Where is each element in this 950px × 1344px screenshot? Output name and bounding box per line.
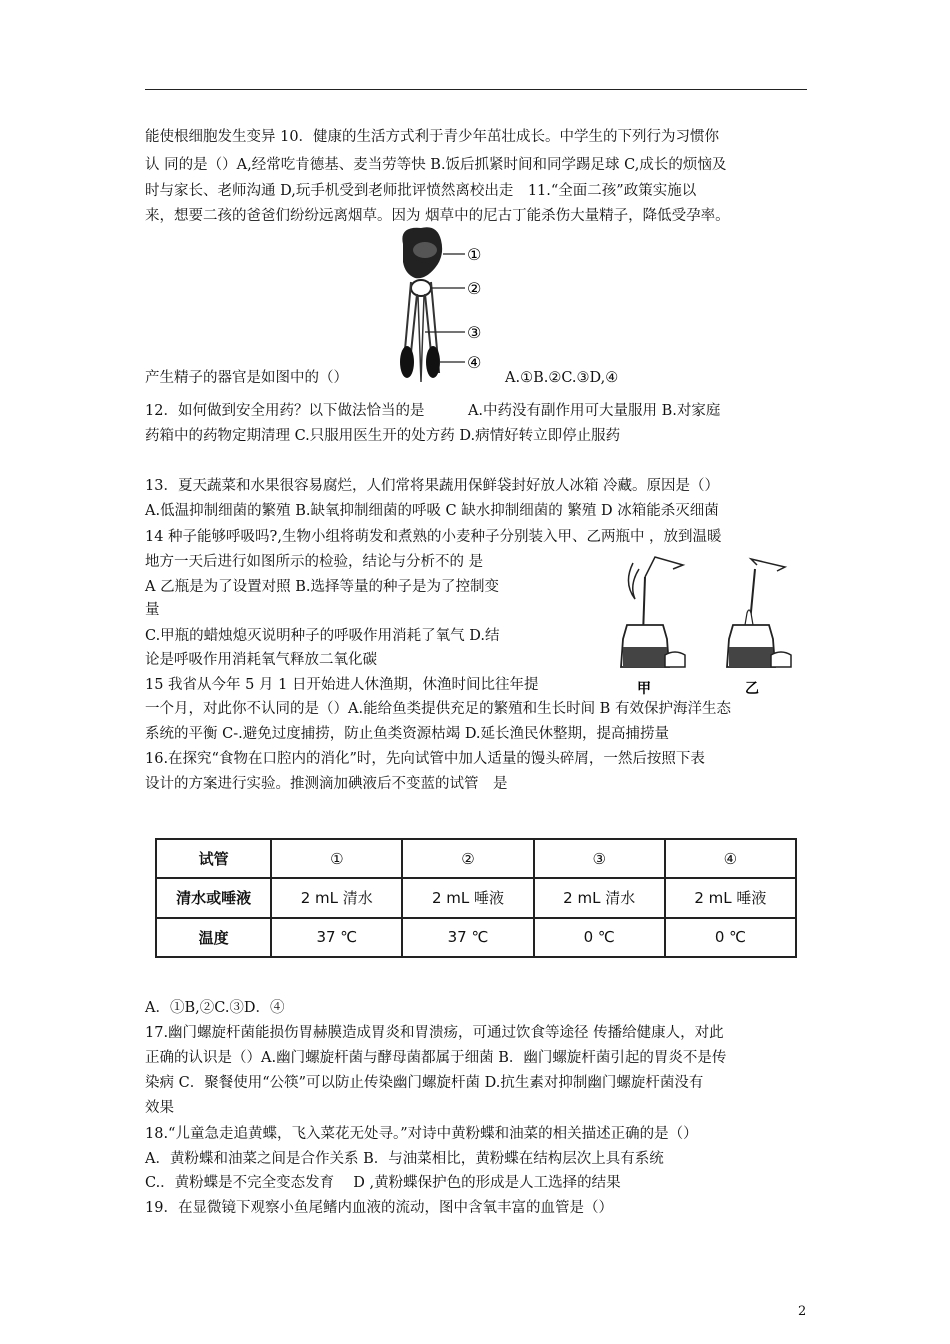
table-cell: 0 ℃	[665, 918, 796, 957]
text-line: 16.在探究“食物在口腔内的消化”时，先向试管中加人适量的馒头碎屑，一然后按照下表	[145, 751, 705, 767]
text-line: 12．如何做到安全用药？以下做法恰当的是 A.中药没有副作用可大量服用 B.对家庭	[145, 403, 721, 419]
text-line: 正确的认识是（）A.幽门螺旋杆菌与酵母菌都属于细菌 B．幽门螺旋杆菌引起的胃炎不是传	[145, 1050, 727, 1066]
page-number: 2	[798, 1304, 807, 1319]
table-cell: 试管	[156, 839, 271, 878]
table-cell: 清水或唾液	[156, 878, 271, 917]
experiment-table	[155, 838, 797, 958]
text-line: 设计的方案进行实验。推测滴加碘液后不变蓝的试管 是	[145, 776, 508, 792]
header-rule	[145, 89, 807, 90]
table-cell: 2 mL 清水	[534, 878, 665, 917]
text-line: 19．在显微镜下观察小鱼尾鳍内血液的流动，图中含氧丰富的血管是（）	[145, 1200, 613, 1216]
text-line: 量	[145, 602, 160, 618]
reproductive-system-figure	[385, 222, 490, 392]
figure-label: ③	[467, 323, 482, 342]
table-cell: 2 mL 唾液	[402, 878, 533, 917]
answer-options: A.①B.②C.③D,④	[505, 370, 619, 386]
text-line: A．①B,②C.③D．④	[145, 1000, 285, 1016]
figure-label: ①	[467, 245, 482, 264]
text-line: 认 同的是（）A,经常吃肯德基、麦当劳等快 B.饭后抓紧时间和同学踢足球 C,成长的烦恼及	[145, 157, 727, 173]
text-line: 13．夏天蔬菜和水果很容易腐烂，人们常将果蔬用保鲜袋封好放人冰箱 冷藏。原因是（）	[145, 478, 720, 494]
text-line: A．黄粉蝶和油菜之间是合作关系 B．与油菜相比，黄粉蝶在结构层次上具有系统	[145, 1151, 664, 1167]
text-line: 时与家长、老师沟通 D,玩手机受到老师批评愤然离校出走 11.“全面二孩”政策实施以	[145, 183, 697, 199]
text-line: A 乙瓶是为了设置对照 B.选择等量的种子是为了控制变	[145, 579, 499, 595]
seed-jars-figure	[605, 555, 805, 700]
text-line: C.甲瓶的蜡烛熄灭说明种子的呼吸作用消耗了氧气 D.结	[145, 628, 500, 644]
table-row	[156, 918, 796, 957]
text-line: 15 我省从今年 5 月 1 日开始进人休渔期，休渔时间比往年提	[145, 677, 539, 693]
text-line: 18.“儿童急走追黄蝶，飞入菜花无处寻。”对诗中黄粉蝶和油菜的相关描述正确的是（）	[145, 1126, 698, 1142]
figure-label: ②	[467, 279, 482, 298]
table-cell: 2 mL 清水	[271, 878, 402, 917]
text-line: 效果	[145, 1100, 174, 1116]
table-row	[156, 878, 796, 917]
text-line: 能使根细胞发生变异 10．健康的生活方式利于青少年茁壮成长。中学生的下列行为习惯你	[145, 129, 720, 145]
text-line: 地方一天后进行如图所示的检验，结论与分析不的 是	[145, 554, 484, 570]
table-cell: ②	[402, 839, 533, 878]
text-line: 产生精子的器官是如图中的（）	[145, 370, 348, 386]
text-line: 系统的平衡 C-.避免过度捕捞，防止鱼类资源枯竭 D.延长渔民休整期，提高捕捞量	[145, 726, 670, 742]
table-cell: 温度	[156, 918, 271, 957]
text-line: 17.幽门螺旋杆菌能损伤胃赫膜造成胃炎和胃溃疡，可通过饮食等途径 传播给健康人，对此	[145, 1025, 724, 1041]
table-cell: 0 ℃	[534, 918, 665, 957]
table-cell: ①	[271, 839, 402, 878]
text-line: 染病 C．聚餐使用“公筷”可以防止传染幽门螺旋杆菌 D.抗生素对抑制幽门螺旋杆菌没有	[145, 1075, 704, 1091]
text-line: 一个月，对此你不认同的是（）A.能给鱼类提供充足的繁殖和生长时间 B 有效保护海洋生态	[145, 701, 731, 717]
table-cell: ④	[665, 839, 796, 878]
jar-label-yi: 乙	[745, 681, 759, 697]
table-cell: ③	[534, 839, 665, 878]
text-line: 来，想要二孩的爸爸们纷纷远离烟草。因为 烟草中的尼古丁能杀伤大量精子，降低受孕率。	[145, 208, 730, 224]
text-line: 14 种子能够呼吸吗?,生物小组将萌发和煮熟的小麦种子分别装入甲、乙两瓶中 ，放到温暖	[145, 529, 722, 545]
table-cell: 2 mL 唾液	[665, 878, 796, 917]
text-line: 论是呼吸作用消耗氧气释放二氧化碳	[145, 652, 377, 668]
jar-label-jia: 甲	[637, 681, 651, 697]
table-cell: 37 ℃	[271, 918, 402, 957]
table-row	[156, 839, 796, 878]
text-line: A.低温抑制细菌的繁殖 B.缺氧抑制细菌的呼吸 C 缺水抑制细菌的 繁殖 D 冰箱能杀灭细菌	[145, 503, 719, 519]
text-line: 药箱中的药物定期清理 C.只服用医生开的处方药 D.病情好转立即停止服药	[145, 428, 621, 444]
table-cell: 37 ℃	[402, 918, 533, 957]
text-line: C.．黄粉蝶是不完全变态发育 D ,黄粉蝶保护色的形成是人工选择的结果	[145, 1175, 621, 1191]
figure-label: ④	[467, 353, 482, 372]
